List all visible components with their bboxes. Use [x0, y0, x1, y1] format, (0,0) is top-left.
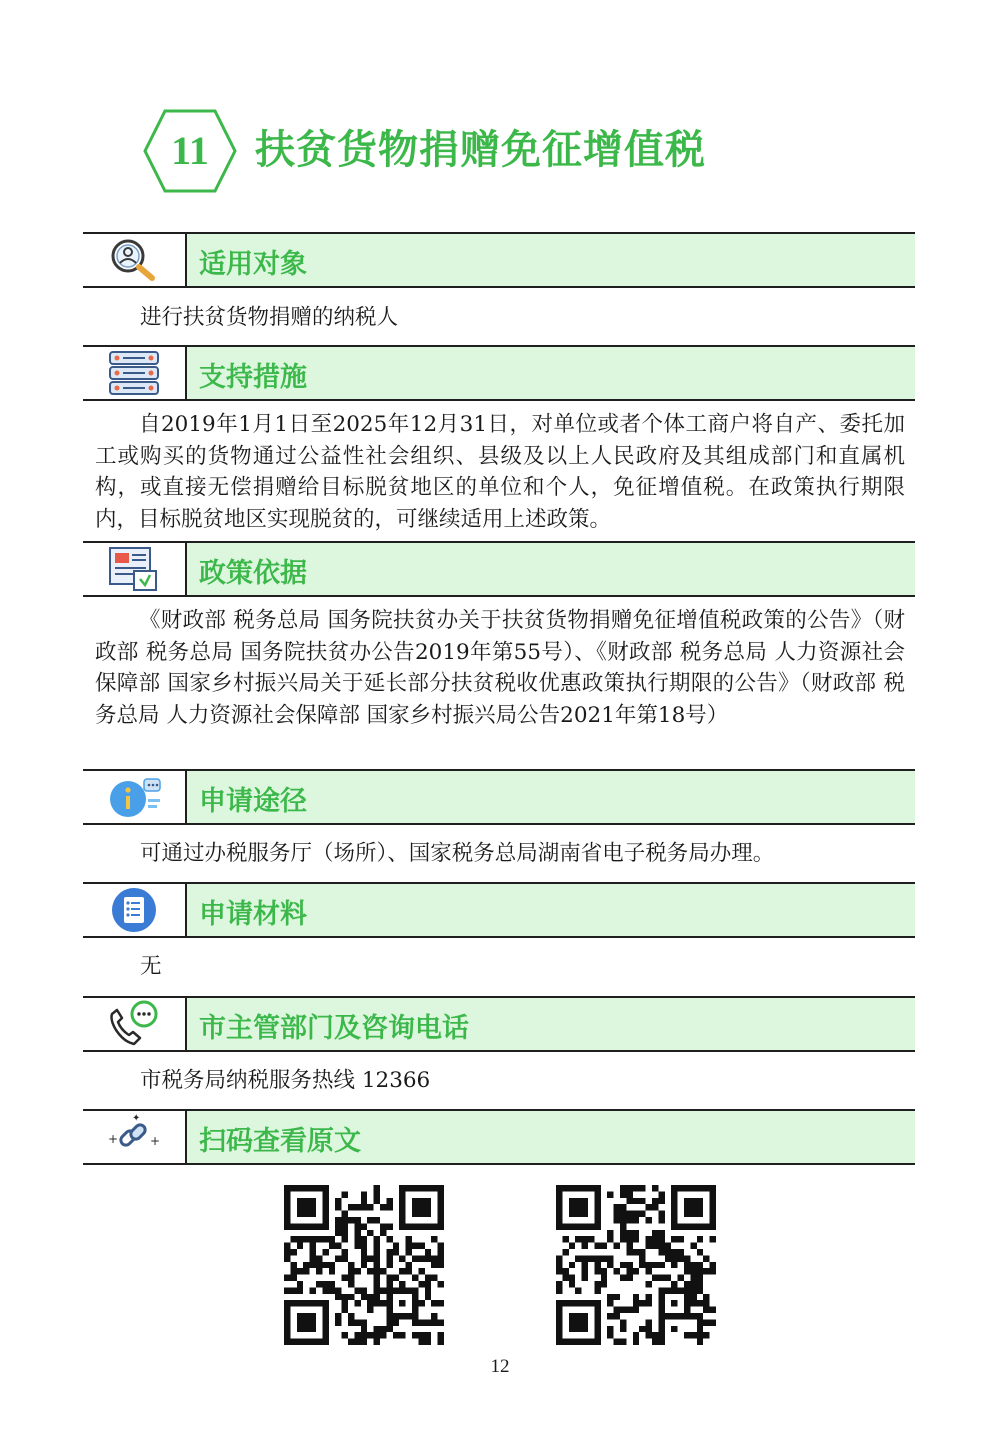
- section-header-basis: [83, 541, 915, 597]
- section-header-measures: [83, 345, 915, 401]
- section-body-contact: 市税务局纳税服务热线 12366: [140, 1068, 431, 1093]
- section-title: 适用对象: [199, 249, 307, 280]
- section-header-channel: [83, 769, 915, 825]
- link-icon: [104, 1113, 164, 1161]
- page-title: 扶贫货物捐赠免征增值税: [255, 127, 706, 173]
- section-body-measures: 自2019年1月1日至2025年12月31日，对单位或者个体工商户将自产、委托加工或购买的货物通过公益性社会组织、县级及以上人民政府及其组成部门和直属机构，或直接无偿捐赠给目标脱贫地区的单位和个人，免征增值税。在政策执行期限内，目标脱贫地区实现脱贫的，可继续适用上述政策。: [95, 412, 905, 532]
- section-body-applicable: 进行扶贫货物捐赠的纳税人: [140, 305, 399, 330]
- section-number: 11: [171, 128, 209, 173]
- page-number: 12: [490, 1356, 510, 1377]
- info-chat-icon: [104, 773, 164, 821]
- section-title: 政策依据: [199, 558, 307, 589]
- section-header-materials: [83, 882, 915, 938]
- section-title: 支持措施: [199, 362, 307, 393]
- person-search-icon: [104, 236, 164, 284]
- section-title: 市主管部门及咨询电话: [199, 1013, 469, 1044]
- document-chart-icon: [104, 545, 164, 593]
- server-list-icon: [104, 349, 164, 397]
- section-title: 申请材料: [199, 899, 307, 930]
- svg-text:✦: ✦: [132, 1113, 141, 1124]
- section-body-basis: 《财政部 税务总局 国务院扶贫办关于扶贫货物捐赠免征增值税政策的公告》（财政部 税务总局 国务院扶贫办公告2019年第55号）、《财政部 税务总局 人力资源社会保障部 国家乡村振兴局关于延长部分扶贫税收优惠政策执行期限的公告》（财政部 税务总局 人力资源社会保障部 国家乡村振兴局公告2021年第18号）: [95, 608, 905, 728]
- qr-code-icon: [556, 1185, 716, 1345]
- section-header-applicable: [83, 232, 915, 288]
- section-body-materials: 无: [140, 954, 162, 979]
- section-header-contact: [83, 996, 915, 1052]
- section-title: 申请途径: [199, 786, 307, 817]
- page-title-block: [143, 108, 943, 194]
- section-title: 扫码查看原文: [199, 1126, 361, 1157]
- svg-text:+: +: [150, 1134, 161, 1148]
- section-header-scan: [83, 1109, 915, 1165]
- qr-code-icon: [284, 1185, 444, 1345]
- svg-text:+: +: [108, 1132, 119, 1146]
- checklist-icon: [104, 886, 164, 934]
- phone-chat-icon: [104, 1000, 164, 1048]
- section-body-channel: 可通过办税服务厅（场所）、国家税务总局湖南省电子税务局办理。: [140, 841, 775, 866]
